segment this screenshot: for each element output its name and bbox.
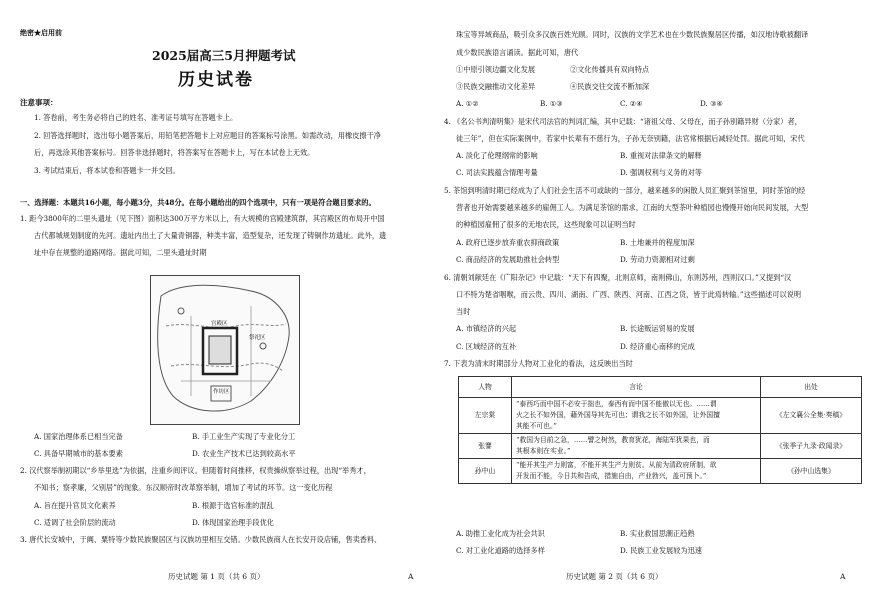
- question-text: 古代都城规划制度的先河。遗址内出土了大量青铜器，种类丰富，造型复杂，还发现了铸铜作坊遗址。此外，遗: [34, 231, 387, 240]
- map-drawing: [151, 276, 299, 424]
- question-text: 的种植园雇佣了很多的无地农民，这些现象可以证明当时: [456, 220, 636, 229]
- table-cell-speech: [512, 434, 761, 459]
- option-b[interactable]: B. 根源于选官标准的混乱: [192, 501, 274, 510]
- option-b[interactable]: B. 土地兼并的程度加深: [620, 238, 695, 247]
- question-text: 7. 下表为清末时期部分人物对工业化的看法，这反映出当时: [444, 359, 633, 368]
- right-page: [436, 0, 870, 598]
- notice-title: 注意事项：: [20, 98, 58, 107]
- statement-item: ②文化传播具有双向特点: [570, 65, 650, 74]
- section-heading: 一、选择题：本题共16小题，每小题3分，共48分。在每小题给出的四个选项中，只有一项是符合题目要求的。: [20, 198, 376, 207]
- speech-line: “能开其生产力则富，不能开其生产力则贫。从前为清政府所制，欲: [516, 461, 717, 469]
- table-row: [459, 398, 862, 434]
- table-header: 言论: [512, 377, 761, 398]
- option-b[interactable]: B. ①③: [540, 99, 563, 108]
- map-label-ritual: 祭祀区: [249, 335, 266, 341]
- table-cell-speech: [512, 398, 761, 434]
- table-cell-person: 孙中山: [459, 459, 512, 484]
- page-footer: 历史试题 第 2 页（共 6 页）: [566, 572, 663, 581]
- option-c[interactable]: C. 商品经济的发展助推社会转型: [456, 255, 560, 264]
- option-c[interactable]: C. 具备早期城市的基本要素: [34, 449, 123, 458]
- option-c[interactable]: C. 适调了社会阶层的流动: [34, 518, 116, 527]
- map-label-workshop: 作坊区: [213, 389, 230, 395]
- option-a[interactable]: A. 旨在提升官员文化素养: [34, 501, 116, 510]
- map-label-palace: 宫殿区: [211, 321, 228, 327]
- question-text: 4. 《名公书判清明集》是宋代司法官的判词汇编，其中记载：“诸祖父母、父母在，而子孙别籍异财（分家）者，: [444, 117, 802, 126]
- option-d[interactable]: D. 农业生产技术已达到较高水平: [192, 449, 296, 458]
- option-c[interactable]: C. 司法实践蕴含情理考量: [456, 168, 538, 177]
- question-text: 营者也开始需要越来越多的雇佣工人。为满足茶馆的需求，江南的大型茶叶种植园也慢慢开始向民间发展，大型: [456, 203, 809, 212]
- speech-line: 其根本则在实业。”: [516, 447, 571, 455]
- option-d[interactable]: D. 强调权利与义务的对等: [620, 168, 702, 177]
- option-b[interactable]: B. 重视对法律条文的解释: [620, 151, 702, 160]
- option-d[interactable]: D. ③④: [700, 99, 723, 108]
- statement-item: ③民族交融推动文化差异: [456, 82, 536, 91]
- speech-line: “救国为目前之急，……譬之树然，教育犹花，海陆军犹果也，而: [516, 436, 710, 444]
- statement-item: ④民族交往交流不断加深: [570, 82, 650, 91]
- option-d[interactable]: D. 民族工业发展较为迅速: [620, 546, 702, 555]
- option-a[interactable]: A. 政府已逐步放弃重农抑商政策: [456, 238, 560, 247]
- table-row: [459, 459, 862, 484]
- option-a[interactable]: A. 市镇经济的兴起: [456, 324, 517, 333]
- erlitou-site-map: [150, 275, 300, 425]
- speech-line: 火之长不如外国，藉外国导其先可也；谓我之长不如外国，让外国擅: [516, 411, 720, 419]
- option-b[interactable]: B. 长途贩运贸易的发展: [620, 324, 695, 333]
- table-cell-speech: [512, 459, 761, 484]
- question-text: 5. 茶馆到明清时期已经成为了人们社会生活不可或缺的一部分，越来越多的闲散人员汇聚到茶馆里，同时茶馆的经: [444, 186, 806, 195]
- table-cell-source: 《孙中山选集》: [761, 459, 862, 484]
- option-b[interactable]: B. 实业救国思潮正趋熟: [620, 529, 695, 538]
- option-a[interactable]: A. 助推工业化成为社会共识: [456, 529, 545, 538]
- statement-item: ①中原引领边疆文化发展: [456, 65, 536, 74]
- question-text: 1. 距今3800年的二里头遗址（见下图）面积达300万平方米以上，有大规模的宫殿建筑群，其宫殿区的布局开中国: [20, 214, 385, 223]
- subject-title: 历史试卷: [178, 70, 254, 90]
- table-header: 出处: [761, 377, 862, 398]
- option-a[interactable]: A. 淡化了伦理纲常的影响: [456, 151, 538, 160]
- speech-line: 开发而不能，今日共和告成，措施自由，产业勃兴，盖可预卜。”: [516, 472, 707, 480]
- q7-table: [458, 376, 862, 484]
- question-text: 2. 汉代察举制初期以“乡举里选”为依据，注重乡闾评议。但随着时间推移，权贵操纵察举过程，出现“举秀才，: [20, 466, 371, 475]
- table-cell-person: 张謇: [459, 434, 512, 459]
- option-a[interactable]: A. ①②: [456, 99, 479, 108]
- option-d[interactable]: D. 体现国家治理手段优化: [192, 518, 274, 527]
- page-footer: 历史试题 第 1 页（共 6 页）: [168, 572, 265, 581]
- option-c[interactable]: C. 对工业化道路的选择多样: [456, 546, 545, 555]
- notice-line: 1. 答卷前，考生务必将自己的姓名、准考证号填写在答题卡上。: [34, 113, 238, 122]
- table-cell-person: 左宗棠: [459, 398, 512, 434]
- notice-line: 后，再选涂其他答案标号。回答非选择题时，将答案写在答题卡上，写在本试卷上无效。: [34, 148, 315, 157]
- question-text: 珠宝等异域商品，吸引众多汉族百姓光顾。同时，汉族的文学艺术也在少数民族聚居区传播，如汉地诗歌被翻译: [456, 30, 809, 39]
- exam-title: 2025届高三5月押题考试: [152, 48, 296, 63]
- notice-line: 2. 回答选择题时，选出每小题答案后，用铅笔把答题卡上对应题目的答案标号涂黑。如需改动，用橡皮擦干净: [34, 131, 381, 140]
- question-text: 当时: [456, 307, 471, 316]
- question-text: 6. 清朝刘献廷在《广阳杂记》中记载：“天下有四聚，北则京师，南则佛山，东则苏州，西则汉口。”又提到“汉: [444, 273, 792, 282]
- question-text: 3. 唐代长安城中，于阗、粟特等少数民族聚居区与汉族坊里相互交错。少数民族商人在长安开设店铺，售卖香料、: [20, 535, 382, 544]
- page-letter: A: [408, 572, 414, 581]
- table-header-row: [459, 377, 862, 398]
- table-cell-source: 《左文襄公全集·奏稿》: [761, 398, 862, 434]
- option-a[interactable]: A. 国家治理体系已相当完备: [34, 432, 123, 441]
- notice-line: 3. 考试结束后，将本试卷和答题卡一并交回。: [34, 166, 180, 175]
- table-row: [459, 434, 862, 459]
- speech-line: “泰西巧而中国不必安于拙也，泰西有而中国不能傲以无也。……谓: [516, 400, 717, 408]
- left-page: [0, 0, 432, 598]
- question-text: 口不特为楚省咽喉，而云贵、四川、湖南、广西、陕西、河南、江西之货，皆于此焉转输。”这些描述可以说明: [456, 290, 802, 299]
- option-d[interactable]: D. 劳动力资源相对过剩: [620, 255, 695, 264]
- question-text: 成少数民族语言诵读。据此可知，唐代: [456, 48, 579, 57]
- secret-label: 绝密★启用前: [20, 28, 62, 37]
- option-b[interactable]: B. 手工业生产实现了专业化分工: [192, 432, 296, 441]
- speech-line: 其能不可也。”: [516, 422, 557, 430]
- question-text: 不知书；察孝廉，父别居”的现象。东汉顺帝时改革察举制，增加了考试的环节。这一变化历程: [34, 483, 333, 492]
- option-c[interactable]: C. ②④: [620, 99, 643, 108]
- option-c[interactable]: C. 区域经济的互补: [456, 342, 517, 351]
- question-text: 址中存在规整的道路网络。据此可知，二里头遗址时期: [34, 248, 207, 257]
- option-d[interactable]: D. 经济重心南移的完成: [620, 342, 695, 351]
- page-letter: A: [840, 572, 846, 581]
- table-cell-source: 《张季子九录·政闻录》: [761, 434, 862, 459]
- table-header: 人物: [459, 377, 512, 398]
- question-text: 徒三年”，但在实际案例中，若家中长辈有不慈行为，子孙无奈别籍，法官常根据后减轻处罚。据此可知，宋代: [456, 134, 805, 143]
